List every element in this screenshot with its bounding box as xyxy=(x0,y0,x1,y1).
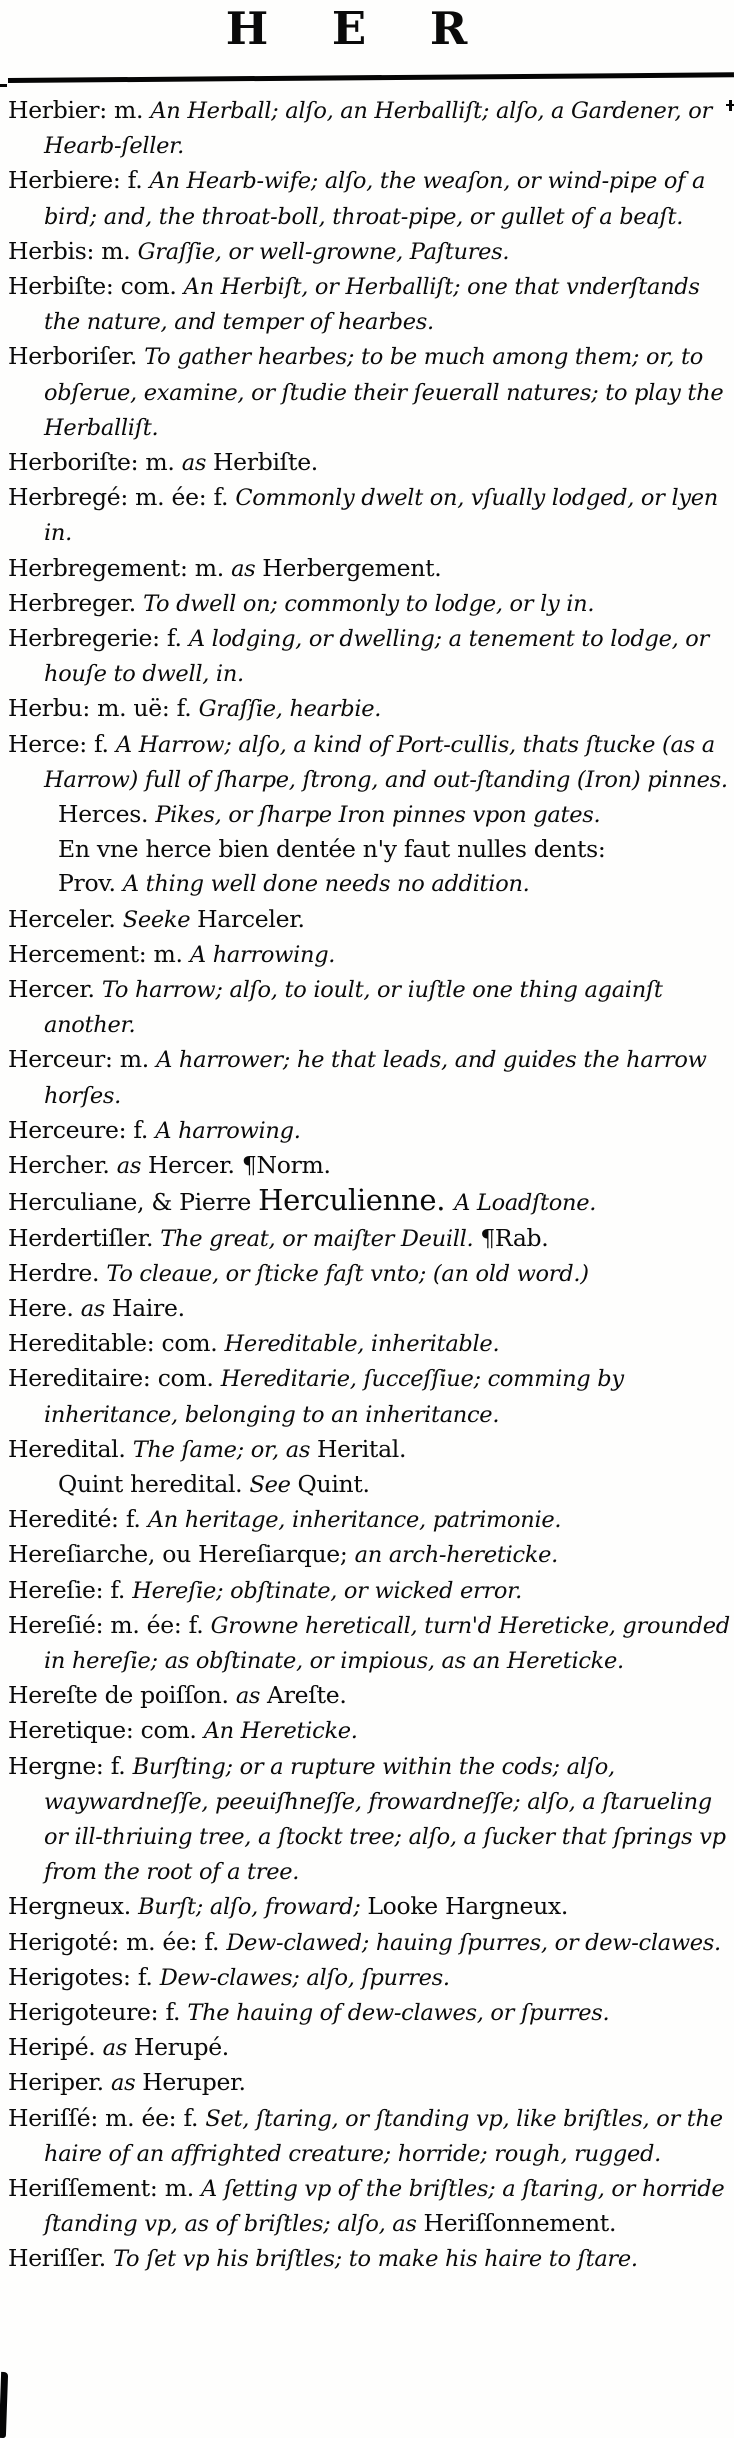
headword-text: Hereſié: m. ée: f. xyxy=(8,1610,211,1639)
headword-text: Here. xyxy=(8,1293,81,1322)
definition-text: as xyxy=(80,1295,112,1322)
definition-text: as xyxy=(116,1153,148,1180)
dictionary-entry xyxy=(8,1256,732,1291)
headword-text: Heriſſement: m. xyxy=(8,2173,202,2202)
definition-text: An Hereticke. xyxy=(203,1718,358,1745)
headword-text: Herbiſte: com. xyxy=(8,272,184,301)
definition-text: Burſting; or a rupture within the cods; alſo, waywardneſſe, peeuiſhneſſe, frowardneſſe; alſo, a ſtarueling or ill-thriuing tree, a ſtockt tree; alſo, a ſucker that ſprings vp from the root of a tree. xyxy=(44,1753,726,1886)
definition-text: an arch-hereticke. xyxy=(354,1542,559,1569)
scan-ink-blot xyxy=(0,2372,8,2438)
definition-text: See xyxy=(249,1471,298,1498)
dictionary-entry xyxy=(8,480,732,550)
dictionary-entry xyxy=(8,1678,732,1713)
dictionary-entry xyxy=(8,445,732,480)
definition-text: Commonly dwelt on, vſually lodged, or lyen in. xyxy=(44,485,718,547)
definition-text: Growne hereticall, turn'd Hereticke, grounded in hereſie; as obſtinate, or impious, as an Hereticke. xyxy=(44,1612,730,1674)
definition-text: Hereſie; obſtinate, or wicked error. xyxy=(132,1577,522,1604)
dictionary-entry xyxy=(8,2101,732,2171)
cross-reference-text: Haire. xyxy=(111,1293,185,1322)
dictionary-entry xyxy=(8,1995,732,2030)
dictionary-entry xyxy=(8,1502,732,1537)
headword-text: Hereſiarche, ou Hereſiarque; xyxy=(8,1540,355,1569)
definition-text: A harrower; he that leads, and guides the harrow horſes. xyxy=(44,1047,707,1109)
headword-text: Heriper. xyxy=(8,2068,111,2097)
definition-text: Graſſie, hearbie. xyxy=(198,696,382,723)
definition-text: Pikes, or ſharpe Iron pinnes vpon gates. xyxy=(155,802,601,829)
dictionary-entry xyxy=(8,586,732,621)
headword-text: Hereſie: f. xyxy=(8,1575,133,1604)
dictionary-entry xyxy=(8,269,732,339)
definition-text: as xyxy=(181,450,213,477)
headword-text: Herdertiſler. xyxy=(8,1223,161,1252)
headword-text: Hereſte de poiſſon. xyxy=(8,1681,236,1710)
display-headword: Herculienne. xyxy=(258,1183,455,1218)
headword-text: Heredité: f. xyxy=(8,1505,148,1534)
dictionary-entry xyxy=(8,621,732,691)
headword-text: Herbregé: m. ée: f. xyxy=(8,483,236,512)
cross-reference-text: ¶Rab. xyxy=(480,1223,549,1252)
dictionary-entry xyxy=(8,902,732,937)
dictionary-entry xyxy=(8,1889,732,1924)
headword-text: Heripé. xyxy=(8,2033,103,2062)
dictionary-entry xyxy=(8,937,732,972)
headword-text: Herceure: f. xyxy=(8,1115,156,1144)
cross-reference-text: Herupé. xyxy=(133,2033,229,2062)
headword-text: Heretique: com. xyxy=(8,1716,204,1745)
headword-text: Quint heredital. xyxy=(58,1469,250,1498)
dictionary-entry xyxy=(8,972,732,1042)
dictionary-entry xyxy=(8,1573,732,1608)
definition-text: as xyxy=(102,2035,134,2062)
headword-text: Herbregerie: f. xyxy=(8,624,189,653)
definition-text: An Hearb-wife; alſo, the weaſon, or wind-pipe of a bird; and, the throat-boll, throat-pipe, or gullet of a beaſt. xyxy=(44,168,706,230)
dictionary-entry xyxy=(8,1713,732,1748)
headword-text: Herbier: m. xyxy=(8,96,151,124)
headword-text: Herculiane, & Pierre xyxy=(8,1188,259,1217)
definition-text: Set, ſtaring, or ſtanding vp, like briſtles, or the haire of an affrighted creature; horride; rough, rugged. xyxy=(44,2105,723,2167)
definition-text: Dew-clawes; alſo, ſpurres. xyxy=(159,1964,450,1991)
dictionary-entries xyxy=(8,93,732,2277)
dictionary-entry xyxy=(8,727,732,797)
headword-text: Heriſſé: m. ée: f. xyxy=(8,2103,206,2132)
headword-text: Hereditaire: com. xyxy=(8,1364,221,1393)
headword-text: Herbu: m. uë: f. xyxy=(8,694,199,723)
dictionary-entry xyxy=(8,1925,732,1960)
headword-text: Heredital. xyxy=(8,1434,133,1463)
dictionary-entry xyxy=(8,1183,732,1220)
dictionary-entry xyxy=(8,234,732,269)
cross-reference-text: Areſte. xyxy=(267,1681,347,1710)
page-header-letters: H E R xyxy=(225,2,485,55)
dictionary-entry xyxy=(8,1148,732,1183)
headword-text: Hercher. xyxy=(8,1151,117,1180)
headword-text: Herbreger. xyxy=(8,588,144,617)
definition-text: The ſame; or, as xyxy=(132,1436,317,1463)
headword-text: Hergne: f. xyxy=(8,1751,133,1780)
dictionary-entry xyxy=(8,1113,732,1148)
dictionary-entry xyxy=(8,1960,732,1995)
dictionary-entry xyxy=(8,1608,732,1678)
headword-text: Herce: f. xyxy=(8,729,116,758)
header-rule xyxy=(8,72,734,83)
scan-margin-mark xyxy=(729,100,732,111)
header-rule-fragment xyxy=(0,84,7,87)
cross-reference-text: Looke Hargneux. xyxy=(367,1892,569,1921)
definition-text: An Herbiſt, or Herballiſt; one that vnderſtands the nature, and temper of hearbes. xyxy=(44,274,700,336)
definition-text: An Herball; alſo, an Herballiſt; alſo, a Gardener, or Hearb-ſeller. xyxy=(44,98,712,160)
headword-text: Herceur: m. xyxy=(8,1045,157,1074)
definition-text: To ſet vp his briſtles; to make his haire to ſtare. xyxy=(113,2246,638,2273)
dictionary-subentry xyxy=(8,797,732,832)
dictionary-entry xyxy=(8,2065,732,2100)
dictionary-entry xyxy=(8,1537,732,1572)
definition-text: A lodging, or dwelling; a tenement to lodge, or houſe to dwell, in. xyxy=(44,626,709,688)
cross-reference-text: Harceler. xyxy=(197,904,305,933)
headword-text: Herdre. xyxy=(8,1258,107,1287)
headword-text: Herboriſer. xyxy=(8,342,145,371)
dictionary-entry xyxy=(8,1749,732,1890)
dictionary-entry xyxy=(8,339,732,445)
headword-text: Herbiere: f. xyxy=(8,166,150,195)
definition-text: as xyxy=(231,555,263,582)
headword-text: Herceler. xyxy=(8,904,123,933)
definition-text: To dwell on; commonly to lodge, or ly in. xyxy=(143,590,595,617)
dictionary-entry xyxy=(8,1291,732,1326)
dictionary-entry xyxy=(8,2241,732,2276)
definition-text: A thing well done needs no addition. xyxy=(122,871,530,898)
dictionary-subentry xyxy=(8,866,732,901)
definition-text: as xyxy=(111,2070,143,2097)
cross-reference-text: Quint. xyxy=(297,1469,370,1498)
cross-reference-text: Hercer. ¶Norm. xyxy=(147,1151,331,1180)
dictionary-entry xyxy=(8,1432,732,1467)
definition-text: A Loadſtone. xyxy=(454,1190,597,1217)
definition-text: Graſſie, or well-growne, Paſtures. xyxy=(137,238,510,265)
dictionary-entry xyxy=(8,691,732,726)
headword-text: Herbis: m. xyxy=(8,236,138,265)
definition-text: Hereditarie, ſucceſſiue; comming by inheritance, belonging to an inheritance. xyxy=(44,1366,624,1428)
definition-text: Dew-clawed; hauing ſpurres, or dew-clawes. xyxy=(226,1929,721,1956)
dictionary-subentry xyxy=(8,832,732,866)
dictionary-entry xyxy=(8,2171,732,2241)
definition-text: A harrowing. xyxy=(155,1117,301,1144)
cross-reference-text: Heruper. xyxy=(142,2068,246,2097)
definition-text: An heritage, inheritance, patrimonie. xyxy=(147,1507,562,1534)
definition-text: as xyxy=(235,1683,268,1710)
dictionary-entry xyxy=(8,1042,732,1112)
cross-reference-text: Herital. xyxy=(316,1434,407,1463)
headword-text: Heriſſer. xyxy=(8,2244,114,2273)
headword-text: Hergneux. xyxy=(8,1892,139,1921)
headword-text: Herigoté: m. ée: f. xyxy=(8,1927,227,1956)
headword-text: Herigoteure: f. xyxy=(8,1997,188,2026)
headword-text: Hercement: m. xyxy=(8,939,190,968)
dictionary-entry xyxy=(8,1221,732,1256)
headword-text: Herboriſte: m. xyxy=(8,448,182,477)
dictionary-entry xyxy=(8,551,732,586)
dictionary-subentry xyxy=(8,1467,732,1502)
headword-text: Prov. xyxy=(58,869,123,898)
definition-text: To cleaue, or ſticke faſt vnto; (an old word.) xyxy=(106,1260,589,1287)
headword-text: Hercer. xyxy=(8,975,102,1004)
cross-reference-text: Herbergement. xyxy=(262,553,442,582)
dictionary-entry xyxy=(8,1326,732,1361)
definition-text: Seeke xyxy=(122,906,198,933)
dictionary-entry xyxy=(8,2030,732,2065)
definition-text: Burſt; alſo, froward; xyxy=(138,1894,368,1921)
definition-text: To harrow; alſo, to ioult, or iuſtle one thing againſt another. xyxy=(44,977,663,1039)
definition-text: The hauing of dew-clawes, or ſpurres. xyxy=(187,1999,610,2026)
dictionary-entry xyxy=(8,1361,732,1431)
definition-text: To gather hearbes; to be much among them; or, to obſerue, examine, or ſtudie their ſeuerall natures; to play the Herballiſt. xyxy=(44,344,724,441)
definition-text: A Harrow; alſo, a kind of Port-cullis, thats ſtucke (as a Harrow) full of ſharpe, ſtrong, and out-ſtanding (Iron) pinnes. xyxy=(44,731,728,793)
headword-text: Herigotes: f. xyxy=(8,1962,160,1991)
dictionary-entry xyxy=(8,163,732,233)
definition-text: A ſetting vp of the briſtles; a ſtaring, or horride ſtanding vp, as of briſtles; alſo, as xyxy=(44,2175,725,2238)
definition-text: A harrowing. xyxy=(189,941,336,968)
headword-text: Hereditable: com. xyxy=(8,1329,225,1358)
cross-reference-text: Herbiſte. xyxy=(212,448,318,477)
dictionary-entry xyxy=(8,93,732,163)
headword-text: Herces. xyxy=(58,800,156,829)
cross-reference-text: Heriſſonnement. xyxy=(423,2209,617,2238)
headword-text: En vne herce bien dentée n'y faut nulles dents: xyxy=(58,835,606,864)
definition-text: Hereditable, inheritable. xyxy=(224,1331,500,1358)
headword-text: Herbregement: m. xyxy=(8,553,232,582)
definition-text: The great, or maiſter Deuill. xyxy=(160,1225,481,1252)
